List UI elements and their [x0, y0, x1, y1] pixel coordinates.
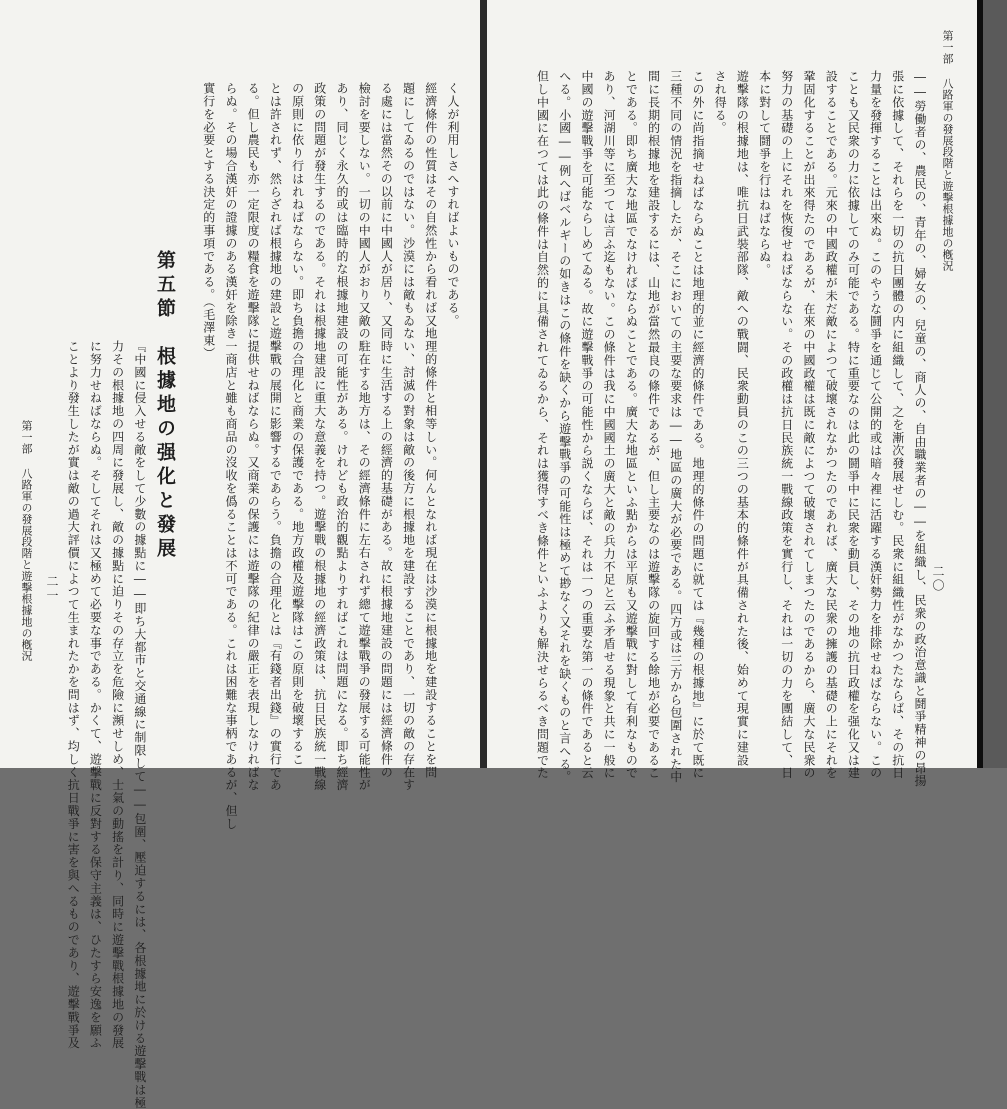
text-column: 遊擊隊の根據地は、唯抗日武裝部隊、敵への戰闘、民衆動員のこの三つの基本的條件が具備された後、始めて現實に建設 [735, 70, 750, 767]
text-column: 間に長期的根據地を建設するには、山地が當然最良の條件であるが、但し主要なのは遊擊隊の旋回する餘地が必要であるこ [646, 70, 661, 780]
text-column: 中國の遊擊戰爭を可能ならしめてゐる。故に遊擊戰爭の可能性から説くならば、それは一つの重要な第一の條件であると云 [579, 70, 594, 780]
text-column: 政策の問題が發生するのである。それは根據地建設に重大な意義を持つ。遊擊戰の根據地の經濟政策は、抗日民族統一戰線 [312, 82, 327, 792]
text-column: あり、河湖川等に至つては言ふ迄もない。この條件は我に中國國土の廣大と敵の兵力不足と云ふ矛盾せる現象と共に一般に [602, 70, 617, 780]
text-column: る。但し農民も亦一定限度の糧食を遊擊隊に提供せねばならぬ。又商業の保護には遊擊隊の紀律の嚴正を表現しなければな [246, 82, 261, 792]
book-gutter [480, 0, 487, 768]
right-page [487, 0, 977, 788]
section-heading: 第五節 根據地の强化と發展 [154, 250, 176, 562]
page-number: 二一 [45, 575, 59, 603]
text-column: され得る。 [713, 70, 728, 135]
text-column: 力その根據地の四周に發展し、敵の據點に迫りその存立を危險に瀕せしめ、士氣の動搖を計り、同時に遊擊戰根據地の發展 [110, 340, 125, 1050]
text-column: の原則に依り行はれねばならない。即ち負擔の合理化と商業の保護である。地方政權及遊擊隊はこの原則を破壞するこ [290, 82, 305, 766]
text-column: に努力せねばならぬ。そしてそれは又極めて必要な事である。かくて、遊擊戰に反對する保守主義は、ひたすら安逸を願ふ [88, 340, 103, 1050]
text-column: 鞏固化することが出來得たのであるが、在來の中國政權は既に敵によつて破壞されてしまつたのであるから、廣大な民衆の [801, 70, 816, 780]
text-column: ことも又民衆の力に依據してのみ可能である。特に重要なのは此の鬪爭中に民衆を動員し、その地の抗日政權を强化又は建 [846, 70, 861, 780]
left-page [0, 0, 480, 1109]
page-header: 第一部 八路軍の發展段階と遊擊根據地の槪況 [941, 30, 954, 272]
text-column: へる。小國――例へばベルギーの如きはこの條件を缺くから遊擊戰爭の可能性は極めて尠なく又それを缺くものと言へる。 [557, 70, 572, 784]
text-column: 努力の基礎の上にそれを恢復せねばならない。その政權は抗日民族統一戰線政策を實行し、それは一切の力を團結して、日 [779, 70, 794, 780]
text-column: 『中國に侵入せる敵をして少數の據點に――即ち大都市と交通線に制限して――包圍、壓迫するには、各根據地に於ける遊擊戰は極 [132, 340, 147, 1109]
text-column: あり、同じく永久的或は臨時的な根據地建設の可能性がある。けれども政治的觀點よりすればこれは問題になる。即ち經濟 [334, 82, 349, 792]
text-column: とは許されず、然らざれば根據地の建設と遊擊戰の展開に影響するであらう。負擔の合理化とは『有錢者出錢』の實行であ [268, 82, 283, 792]
text-column: 經濟條件の性質はその自然性から看れば又地理的條件と相等しい。何んとなれば現在は沙漠に根據地を建設することを問 [423, 82, 438, 779]
page-header: 第一部 八路軍の發展段階と遊擊根據地の槪況 [20, 420, 33, 662]
text-column: る處には當然その以前に中國人が居り、又同時に生活する上の經濟的基礎がある。故に根據地建設の問題には經濟條件の [379, 82, 394, 779]
right-page-body [531, 70, 931, 788]
left-page-body-top [198, 82, 464, 831]
text-column: この外に尚指摘せねばならぬことは地理的並に經濟的條件である。地理的條件の問題に就ては『幾種の根據地』に於て既に [690, 70, 705, 780]
page-number: 二〇 [931, 565, 945, 593]
text-column: く人が利用しさへすればよいものである。 [446, 82, 460, 328]
text-column: 設することである。元來の中國政權が未だ敵によつて破壞されなかつたのであれば、廣大な民衆の擁護の基礎の上にそれを [824, 70, 839, 780]
text-column: 力量を發揮することは出來ぬ。このやうな鬪爭を通じて公開的或は暗々裡に活躍する漢奸勢力を排除せねばならない。この [868, 70, 883, 780]
text-column: 本に對して鬪爭を行はねばならぬ。 [757, 70, 772, 277]
text-column: 但し中國に在つては此の條件は自然的に具備されてゐるから、それは獲得すべき條件といふよりも解決せらるべき問題でた [535, 70, 550, 780]
text-column: ――勞働者の、農民の、青年の、婦女の、兒童の、商人の、自由職業者の――を組織し、民衆の政治意識と鬪爭精神の昂揚 [913, 70, 927, 788]
scan-edge [977, 0, 1007, 768]
text-column: らぬ。その場合漢奸の證據のある漢奸を除き一商店と雖も商品の沒收を僞ることは不可である。これは困難な事柄であるが、但し [223, 82, 238, 831]
text-column: 實行を必要とする決定的事項である。（毛澤東） [201, 82, 216, 360]
text-column: 題にしてゐるのではない。沙漠には敵もゐない、討滅の對象は敵の後方に根據地を建設することであり、一切の敵の存在す [401, 82, 416, 792]
text-column: とである。即ち廣大な地區でなければならぬことである。廣大な地區といふ點からは平原も又遊擊戰に對して有利なもので [624, 70, 639, 780]
text-column: 三種不同の情況を指摘したが、そこにおいての主要な要求は――地區の廣大が必要である。四方或は三方から包圍された中 [668, 70, 683, 784]
left-page-body-bottom [62, 340, 151, 1109]
text-column: 張に依據して、それらを一切の抗日團體の内に組織して、之を漸次發展せしむ。民衆に組織性がなかつたならば、その抗日 [890, 70, 905, 780]
text-column: 檢討を要しない。一切の中國人がおり又敵の駐在する地方は、その經濟條件に左右されず總て遊擊戰爭の發展する可能性が [357, 82, 372, 792]
text-column: ことより發生したが實は敵の過大評價によつて生まれたかを問はず、均しく抗日戰爭に害を與へるものであり、遊擊戰爭及 [66, 340, 81, 1050]
